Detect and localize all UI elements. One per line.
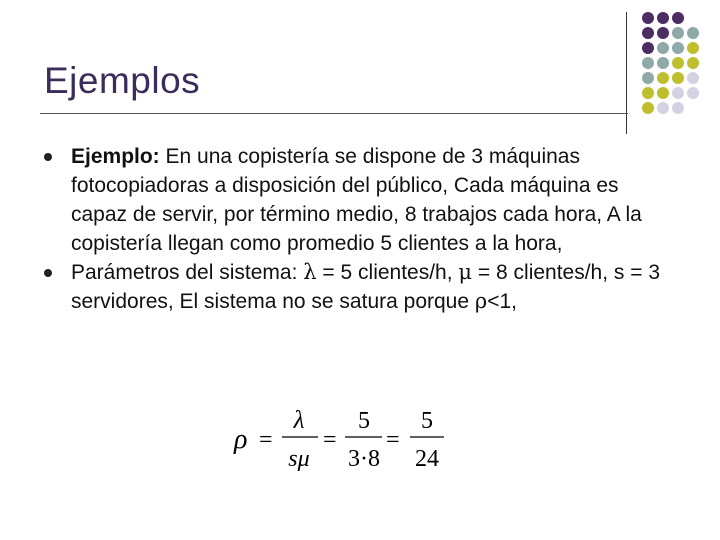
title-underline [40,113,628,114]
decorative-dot [657,57,669,69]
decorative-dot [687,72,699,84]
formula-frac2-denominator: 3·8 [348,446,380,472]
formula-frac1-numerator: λ [293,407,305,434]
decorative-dot [657,27,669,39]
decorative-dot [657,42,669,54]
decorative-dot [642,12,654,24]
parameters-text-1: Parámetros del sistema: [71,261,304,284]
bullet-list [44,142,669,316]
parameters-text-4: <1, [487,290,518,313]
slide-title: Ejemplos [44,60,201,101]
formula-frac1-denominator: sμ [288,446,310,472]
formula-frac2-numerator: 5 [358,408,370,434]
parameters-text-3: = 8 clientes/h, s = 3 servidores, El sistema no se satura porque [71,261,661,313]
decorative-dot [642,42,654,54]
decorative-dot [657,102,669,114]
rho-symbol: ρ [474,289,488,313]
decorative-dot [672,12,684,24]
decorative-dot [687,42,699,54]
formula-frac3-numerator: 5 [421,408,433,434]
decorative-dot [687,57,699,69]
decorative-dot [642,87,654,99]
mu-symbol: μ [458,260,473,284]
decorative-dot [657,87,669,99]
utilization-formula [232,404,452,476]
formula-rho: ρ [234,424,248,455]
bullet-icon [44,153,52,161]
formula-frac3-denominator: 24 [415,446,439,472]
decorative-dot [642,27,654,39]
decorative-dot [672,27,684,39]
decorative-dot [642,102,654,114]
decorative-dot [687,27,699,39]
formula-equals-2: = [323,427,337,453]
decorative-dot [672,42,684,54]
vertical-divider [626,12,627,134]
bullet-icon [44,269,52,277]
decorative-dot [672,87,684,99]
decorative-dot [672,72,684,84]
decorative-dot [657,12,669,24]
example-label: Ejemplo: [71,145,160,168]
decorative-dot [642,72,654,84]
decorative-dot [672,57,684,69]
example-text: En una copistería se dispone de 3 máquinas fotocopiadoras a disposición del público, Cada máquina es capaz de servir, por término medio, 8 trabajos cada hora, A la copistería llegan como promedio 5 clientes a la hora, [71,145,642,255]
decorative-dot [657,72,669,84]
formula-equals-1: = [259,427,273,453]
decorative-dot [687,87,699,99]
parameters-text-2: = 5 clientes/h, [316,261,459,284]
decorative-dot [672,102,684,114]
bullet-item-parameters [44,258,669,316]
lambda-symbol: λ [303,260,317,284]
decorative-dot [642,57,654,69]
formula-equals-3: = [386,427,400,453]
bullet-item-example [44,142,669,258]
